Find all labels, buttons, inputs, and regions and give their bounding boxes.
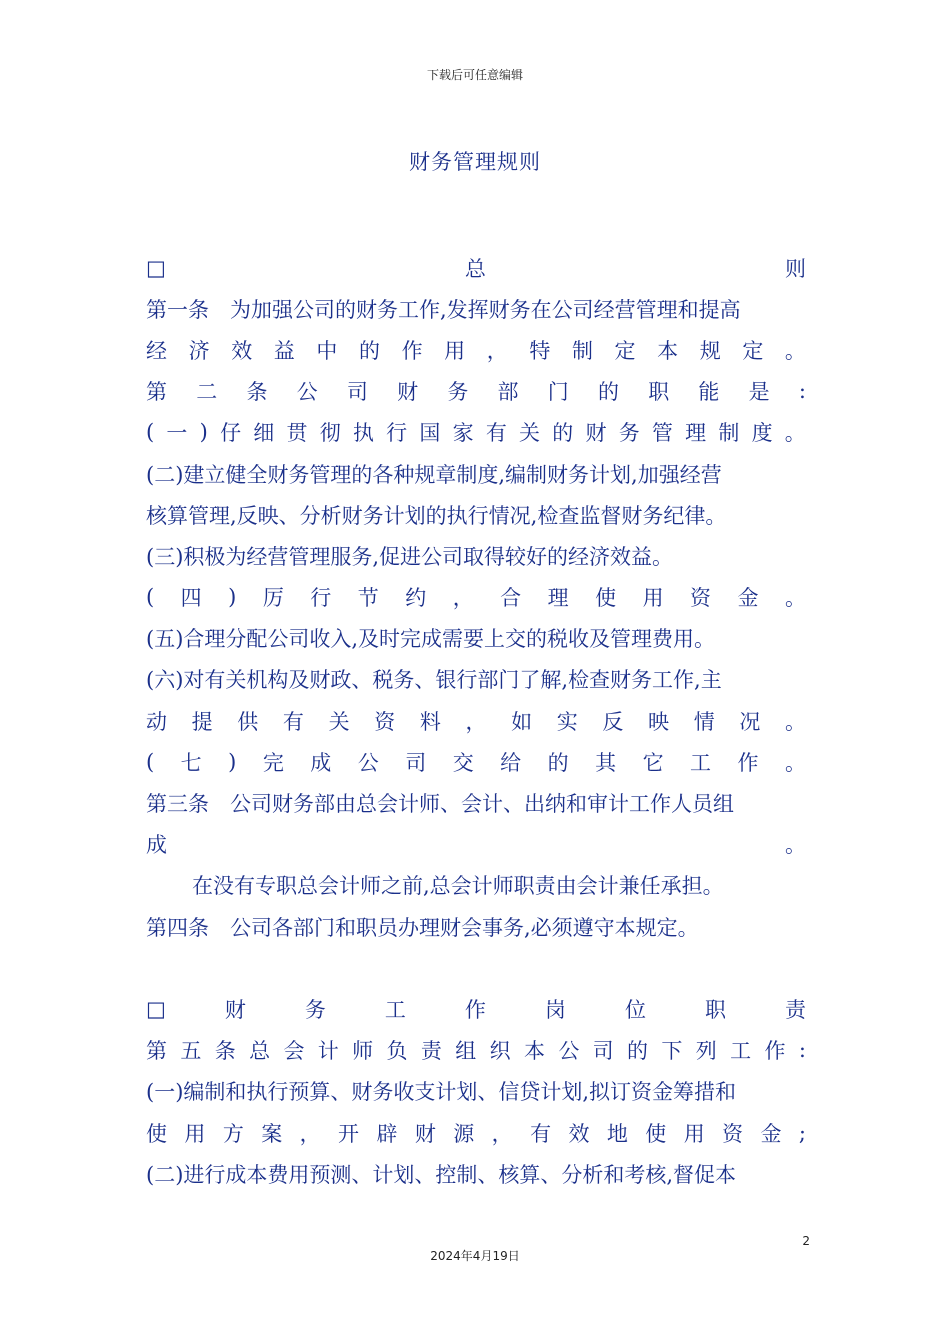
text-line bbox=[146, 288, 806, 329]
text-token: 执 bbox=[352, 421, 374, 446]
text-token: 务 bbox=[447, 380, 469, 405]
text-line bbox=[146, 1153, 806, 1194]
text-token: 的 bbox=[552, 421, 574, 446]
text-token: 源 bbox=[453, 1121, 475, 1146]
text-token: 是 bbox=[748, 380, 770, 405]
text-token: 使 bbox=[645, 1121, 667, 1146]
text-token: 会 bbox=[283, 1039, 305, 1064]
text-line bbox=[146, 247, 806, 288]
text-line bbox=[146, 618, 806, 659]
text-token: 有 bbox=[485, 421, 507, 446]
text-token: 五 bbox=[180, 1039, 202, 1064]
text-token: 组 bbox=[455, 1039, 477, 1064]
text-token: (一)编制和执行预算、财务收支计划、信贷计划,拟订资金筹措和 bbox=[146, 1080, 737, 1105]
text-token: 的 bbox=[547, 750, 569, 775]
text-token: 下 bbox=[661, 1039, 683, 1064]
text-token: 财 bbox=[397, 380, 419, 405]
text-token: (三)积极为经营管理服务,促进公司取得较好的经济效益。 bbox=[146, 544, 674, 569]
text-line bbox=[146, 700, 806, 741]
text-token: 作 bbox=[764, 1039, 786, 1064]
text-token: 实 bbox=[556, 709, 578, 734]
text-token: 关 bbox=[328, 709, 350, 734]
text-token: 本 bbox=[657, 338, 679, 363]
text-token: 部 bbox=[497, 380, 519, 405]
text-token: 条 bbox=[246, 380, 268, 405]
text-line bbox=[146, 453, 806, 494]
text-token: 贯 bbox=[286, 421, 308, 446]
text-token: 案 bbox=[261, 1121, 283, 1146]
text-token: 使 bbox=[595, 586, 617, 611]
text-token: (六)对有关机构及财政、税务、银行部门了解,检查财务工作,主 bbox=[146, 668, 722, 693]
text-line bbox=[146, 865, 806, 906]
text-token: 司 bbox=[346, 380, 368, 405]
text-token: 情 bbox=[693, 709, 715, 734]
text-token: 其 bbox=[595, 750, 617, 775]
text-token: 仔 bbox=[220, 421, 242, 446]
text-token: 辟 bbox=[376, 1121, 398, 1146]
text-token: 如 bbox=[511, 709, 533, 734]
text-token: ; bbox=[798, 1120, 806, 1145]
page-number: 2 bbox=[802, 1234, 810, 1248]
text-token: 务 bbox=[618, 421, 640, 446]
text-token: 效 bbox=[231, 338, 253, 363]
text-token: 况 bbox=[739, 709, 761, 734]
text-token: 交 bbox=[452, 750, 474, 775]
text-token: 司 bbox=[405, 750, 427, 775]
text-token: 效 bbox=[568, 1121, 590, 1146]
text-token: ( bbox=[146, 749, 155, 774]
text-token: 岗 bbox=[544, 997, 566, 1022]
text-token: ( bbox=[146, 585, 155, 610]
text-token: 作 bbox=[464, 997, 486, 1022]
text-token: 财 bbox=[414, 1121, 436, 1146]
text-token: 四 bbox=[180, 586, 202, 611]
text-token: 的 bbox=[597, 380, 619, 405]
text-token: 责 bbox=[420, 1039, 442, 1064]
text-token: 负 bbox=[386, 1039, 408, 1064]
text-token: 供 bbox=[237, 709, 259, 734]
text-token: 它 bbox=[642, 750, 664, 775]
text-token: 作 bbox=[737, 750, 759, 775]
text-token: 总 bbox=[249, 1039, 271, 1064]
text-token: 关 bbox=[519, 421, 541, 446]
text-token: 国 bbox=[419, 421, 441, 446]
text-token: 定 bbox=[614, 338, 636, 363]
text-token: 方 bbox=[222, 1121, 244, 1146]
text-token: 公 bbox=[357, 750, 379, 775]
text-token: 细 bbox=[253, 421, 275, 446]
text-token: (二)进行成本费用预测、计划、控制、核算、分析和考核,督促本 bbox=[146, 1162, 737, 1187]
text-token: : bbox=[798, 1038, 806, 1063]
text-line bbox=[146, 412, 806, 453]
document-body bbox=[146, 247, 806, 1194]
text-token: 职 bbox=[704, 997, 726, 1022]
text-token: 司 bbox=[592, 1039, 614, 1064]
text-token: 经 bbox=[146, 338, 167, 363]
text-token: 地 bbox=[606, 1121, 628, 1146]
text-token: (五)合理分配公司收入,及时完成需要上交的税收及管理费用。 bbox=[146, 627, 716, 652]
text-token: 总 bbox=[464, 256, 486, 281]
text-token: 使 bbox=[146, 1121, 167, 1146]
text-token: 第四条 公司各部门和职员办理财会事务,必须遵守本规定。 bbox=[146, 915, 699, 940]
text-line bbox=[146, 371, 806, 412]
text-token: 规 bbox=[699, 338, 721, 363]
text-token: 厉 bbox=[262, 586, 284, 611]
text-token: 管 bbox=[651, 421, 673, 446]
text-token: 织 bbox=[489, 1039, 511, 1064]
text-token: ， bbox=[452, 586, 474, 611]
text-token: 制 bbox=[718, 421, 740, 446]
text-token: 用 bbox=[642, 586, 664, 611]
text-token: 工 bbox=[730, 1039, 752, 1064]
text-line bbox=[146, 577, 806, 618]
text-line bbox=[146, 782, 806, 823]
text-token: 第一条 为加强公司的财务工作,发挥财务在公司经营管理和提高 bbox=[146, 297, 741, 322]
text-token: 财 bbox=[585, 421, 607, 446]
text-token: 。 bbox=[784, 421, 806, 446]
text-line bbox=[146, 535, 806, 576]
text-line bbox=[146, 1112, 806, 1153]
text-token: 资 bbox=[722, 1121, 744, 1146]
text-token: 。 bbox=[785, 833, 806, 858]
document-title: 财务管理规则 bbox=[409, 150, 541, 174]
text-token: 度 bbox=[751, 421, 773, 446]
text-line bbox=[146, 1071, 806, 1112]
text-line bbox=[146, 988, 806, 1029]
text-token: 行 bbox=[310, 586, 332, 611]
text-token: 家 bbox=[452, 421, 474, 446]
text-token: 特 bbox=[529, 338, 551, 363]
text-token: 。 bbox=[784, 338, 806, 363]
text-token: 职 bbox=[648, 380, 670, 405]
text-token: 用 bbox=[184, 1121, 206, 1146]
text-token: 制 bbox=[571, 338, 593, 363]
text-token: 金 bbox=[760, 1121, 782, 1146]
text-line bbox=[146, 494, 806, 535]
text-token: 定 bbox=[742, 338, 764, 363]
text-token: 料 bbox=[419, 709, 441, 734]
text-token: 条 bbox=[214, 1039, 236, 1064]
text-token: 用 bbox=[683, 1121, 705, 1146]
text-token: ( bbox=[146, 420, 155, 445]
text-token: 理 bbox=[685, 421, 707, 446]
text-token: □ bbox=[146, 996, 166, 1021]
text-token: 的 bbox=[358, 338, 380, 363]
text-token: 成 bbox=[310, 750, 332, 775]
text-line bbox=[146, 1030, 806, 1071]
text-line bbox=[146, 329, 806, 370]
text-token: 。 bbox=[784, 709, 806, 734]
text-token: 资 bbox=[690, 586, 712, 611]
text-token: (二)建立健全财务管理的各种规章制度,编制财务计划,加强经营 bbox=[146, 462, 722, 487]
text-token: 的 bbox=[627, 1039, 649, 1064]
text-token: 成 bbox=[146, 833, 167, 858]
text-token: 动 bbox=[146, 709, 167, 734]
text-token: 合 bbox=[500, 586, 522, 611]
text-token: 完 bbox=[262, 750, 284, 775]
text-token: 有 bbox=[530, 1121, 552, 1146]
text-token: 能 bbox=[698, 380, 720, 405]
text-token: 师 bbox=[352, 1039, 374, 1064]
text-token: 作 bbox=[401, 338, 423, 363]
text-token: 则 bbox=[785, 256, 806, 281]
text-token: : bbox=[798, 379, 806, 404]
text-token: 工 bbox=[384, 997, 406, 1022]
text-token: ， bbox=[299, 1121, 321, 1146]
text-token: 济 bbox=[188, 338, 210, 363]
text-line bbox=[146, 824, 806, 865]
text-token: 二 bbox=[196, 380, 218, 405]
text-token: ， bbox=[491, 1121, 513, 1146]
text-token: □ bbox=[146, 255, 166, 280]
text-token: 节 bbox=[357, 586, 379, 611]
text-token: 。 bbox=[784, 586, 806, 611]
page-footer-date: 2024年4月19日 bbox=[430, 1249, 520, 1263]
text-token: ) bbox=[199, 420, 208, 445]
text-token: 有 bbox=[282, 709, 304, 734]
text-token: 给 bbox=[500, 750, 522, 775]
text-token: 门 bbox=[547, 380, 569, 405]
text-token: 。 bbox=[784, 750, 806, 775]
text-token: 反 bbox=[602, 709, 624, 734]
text-token: 提 bbox=[191, 709, 213, 734]
text-token: 核算管理,反映、分析财务计划的执行情况,检查监督财务纪律。 bbox=[146, 503, 727, 528]
text-token: 彻 bbox=[319, 421, 341, 446]
text-token: 一 bbox=[166, 421, 188, 446]
text-token: 金 bbox=[737, 586, 759, 611]
text-token: ) bbox=[228, 585, 237, 610]
text-token: 第三条 公司财务部由总会计师、会计、出纳和审计工作人员组 bbox=[146, 792, 734, 817]
text-token: 财 bbox=[224, 997, 246, 1022]
text-token: 映 bbox=[648, 709, 670, 734]
text-token: 计 bbox=[317, 1039, 339, 1064]
text-token: 责 bbox=[784, 997, 806, 1022]
text-token: 公 bbox=[296, 380, 318, 405]
text-token: 用 bbox=[444, 338, 466, 363]
text-token: ， bbox=[486, 338, 508, 363]
text-token: 约 bbox=[405, 586, 427, 611]
text-token: ， bbox=[465, 709, 487, 734]
text-token: 公 bbox=[558, 1039, 580, 1064]
text-token: 在没有专职总会计师之前,总会计师职责由会计兼任承担。 bbox=[192, 874, 724, 899]
text-token: 第 bbox=[146, 380, 167, 405]
text-token: 列 bbox=[695, 1039, 717, 1064]
text-token: 七 bbox=[180, 750, 202, 775]
text-token: 务 bbox=[304, 997, 326, 1022]
text-token: 工 bbox=[690, 750, 712, 775]
text-token: 位 bbox=[624, 997, 646, 1022]
text-token: 中 bbox=[316, 338, 338, 363]
page-header: 下载后可任意编辑 bbox=[426, 68, 523, 82]
text-token: 第 bbox=[146, 1039, 167, 1064]
text-line bbox=[146, 741, 806, 782]
text-line bbox=[146, 659, 806, 700]
text-token: 行 bbox=[386, 421, 408, 446]
text-token: 本 bbox=[523, 1039, 545, 1064]
blank-line bbox=[146, 947, 806, 988]
text-token: 理 bbox=[547, 586, 569, 611]
text-token: 资 bbox=[374, 709, 396, 734]
text-token: 益 bbox=[273, 338, 295, 363]
text-token: ) bbox=[228, 749, 237, 774]
text-line bbox=[146, 906, 806, 947]
text-token: 开 bbox=[338, 1121, 360, 1146]
